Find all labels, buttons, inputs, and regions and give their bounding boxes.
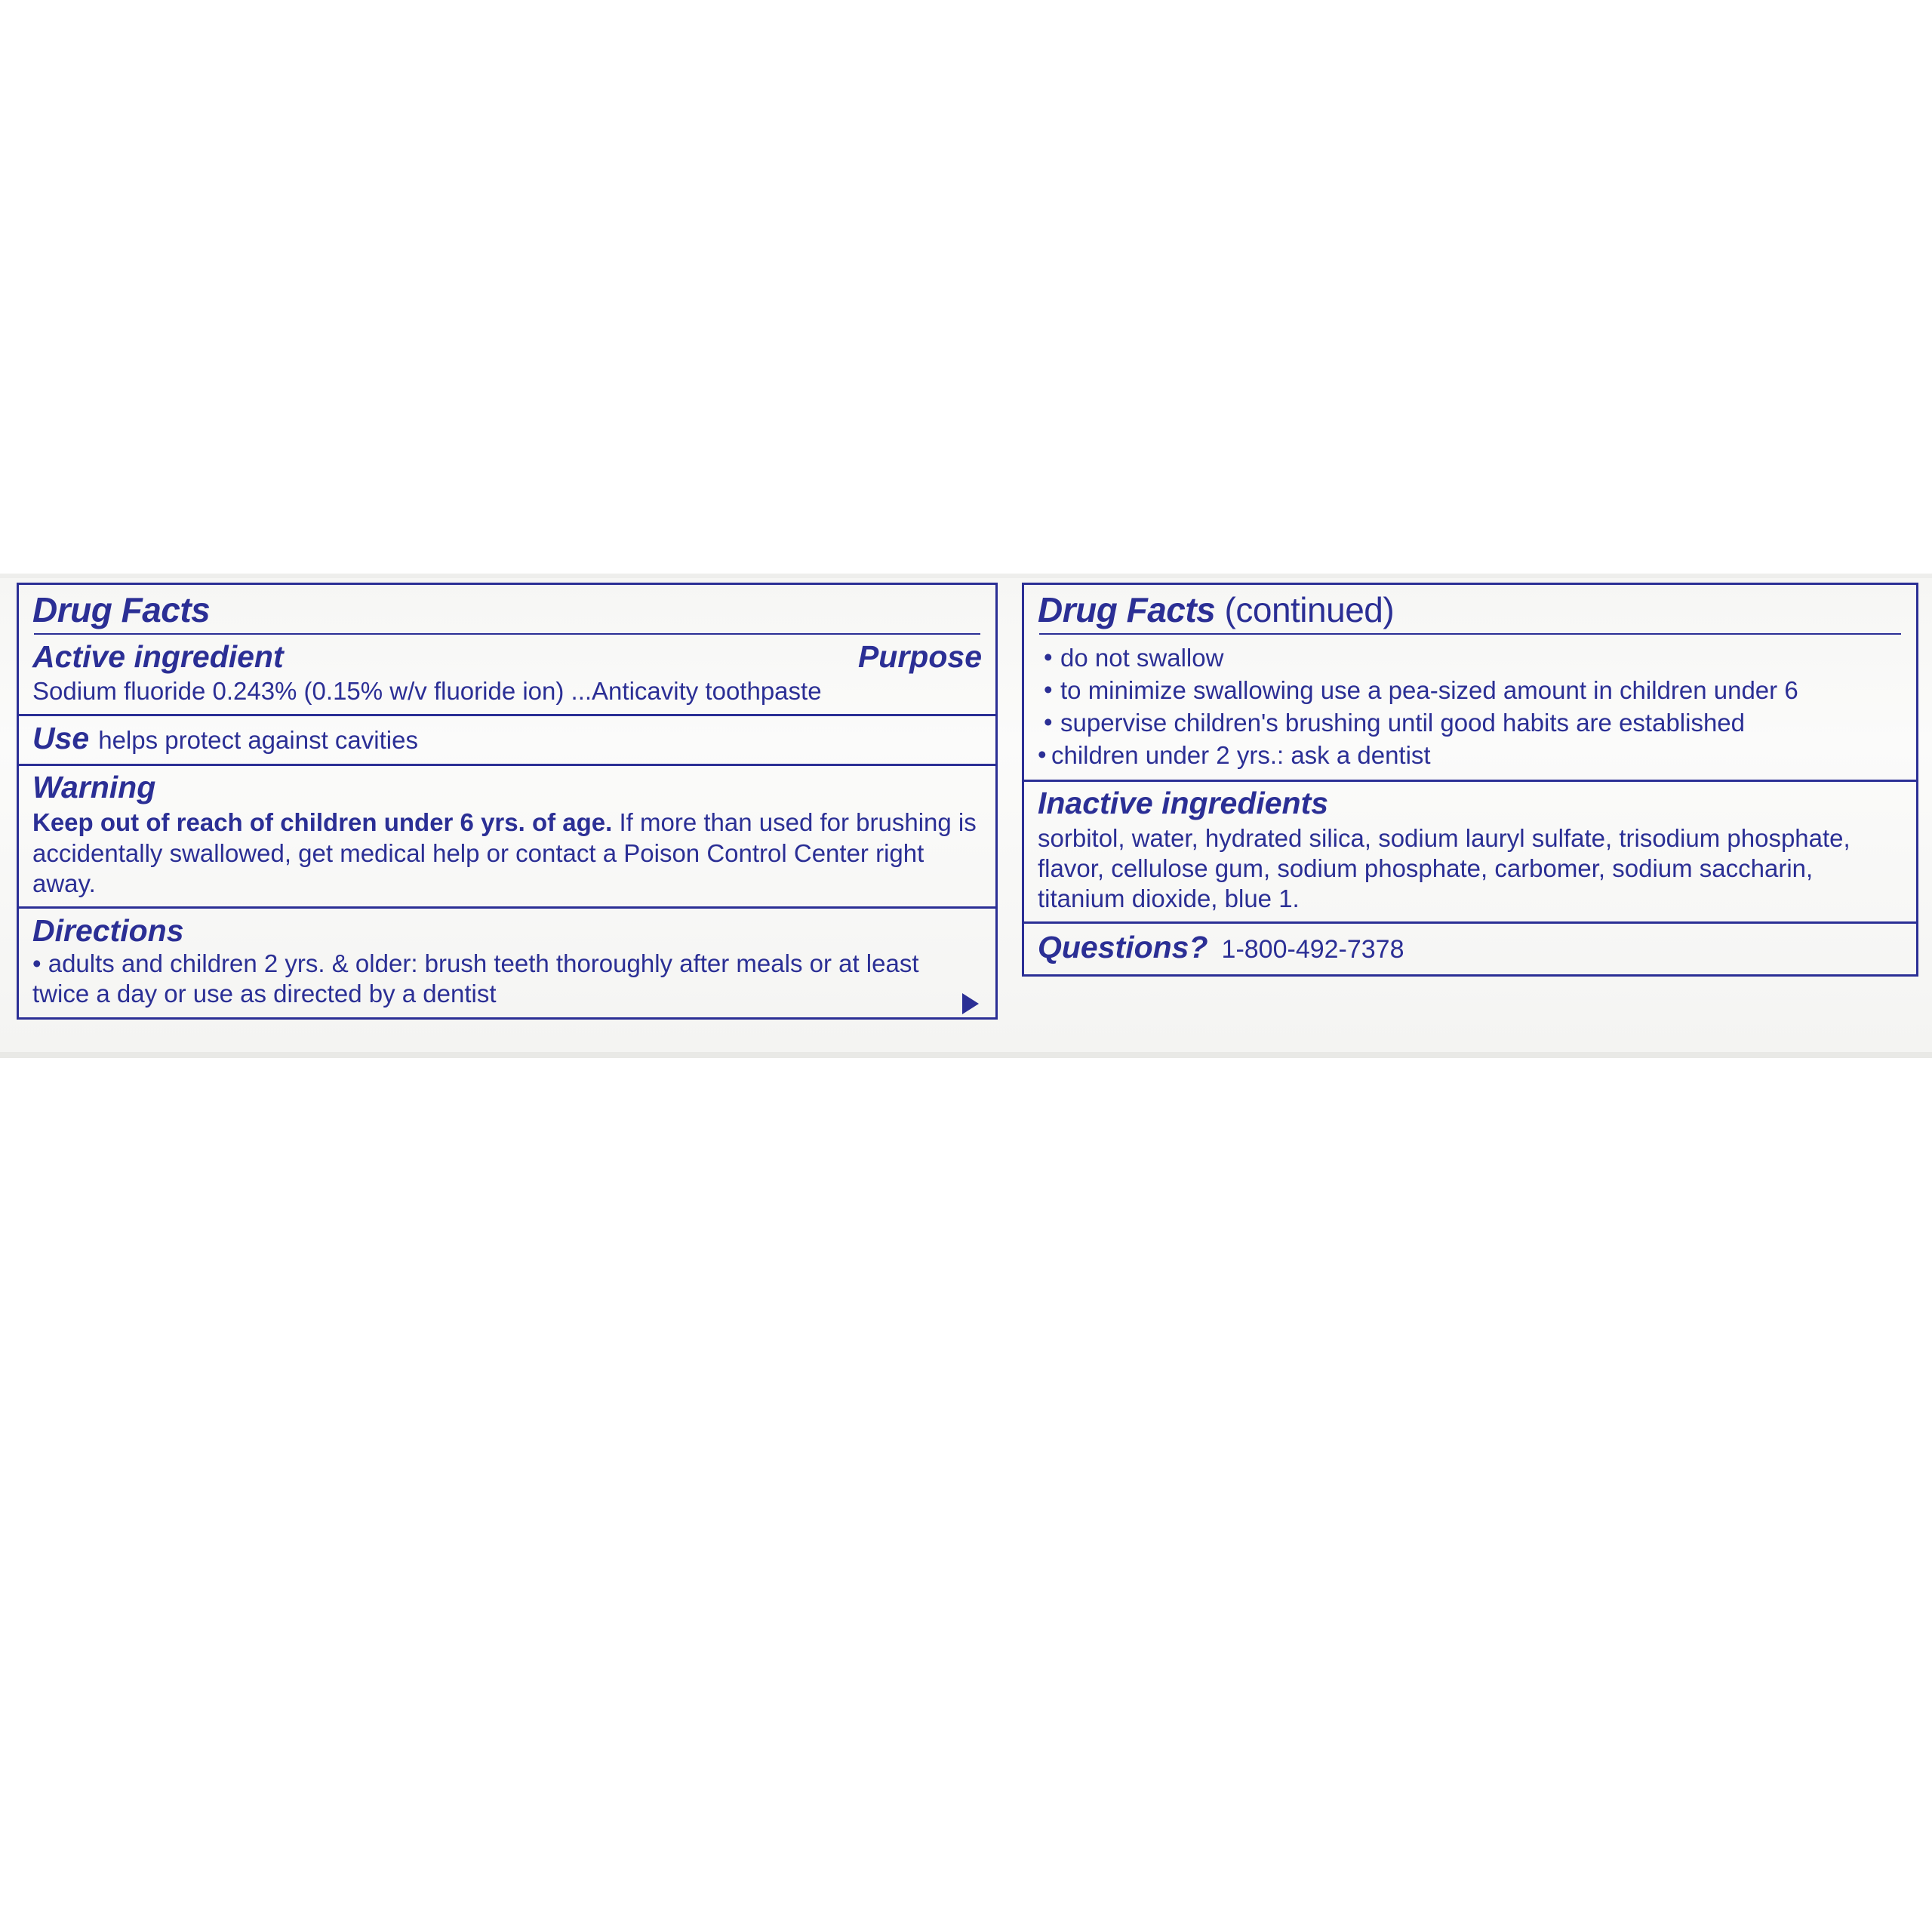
list-item: • children under 2 yrs.: ask a dentist bbox=[1038, 740, 1903, 772]
directions-text: • adults and children 2 yrs. & older: brush teeth thoroughly after meals or at least twice a day or use as directed by a dentist bbox=[32, 949, 919, 1008]
warning-strong-text: Keep out of reach of children under 6 yrs. of age. bbox=[32, 808, 613, 837]
questions-section bbox=[1024, 924, 1916, 974]
use-heading: Use bbox=[32, 721, 90, 756]
active-ingredient-text: Sodium fluoride 0.243% (0.15% w/v fluoride ion) ...Anticavity toothpaste bbox=[32, 677, 822, 706]
active-ingredient-section bbox=[19, 635, 995, 716]
warning-heading: Warning bbox=[32, 770, 156, 805]
inactive-ingredients-heading: Inactive ingredients bbox=[1038, 785, 1329, 820]
drug-facts-panels bbox=[17, 583, 1918, 1020]
list-item: • to minimize swallowing use a pea-sized amount in children under 6 bbox=[1038, 675, 1903, 707]
questions-heading: Questions? bbox=[1038, 930, 1208, 965]
drug-facts-continued-title bbox=[1024, 585, 1916, 629]
questions-phone-number[interactable]: 1-800-492-7378 bbox=[1221, 935, 1404, 964]
list-item: • supervise children's brushing until good habits are established bbox=[1038, 707, 1903, 740]
warning-section bbox=[19, 766, 995, 909]
triangle-right-icon bbox=[962, 993, 979, 1014]
purpose-heading: Purpose bbox=[857, 639, 982, 674]
warning-bullets-section bbox=[1024, 635, 1916, 782]
directions-section bbox=[19, 909, 995, 1017]
use-line bbox=[32, 721, 982, 756]
drug-facts-continued-title-main: Drug Facts bbox=[1038, 590, 1216, 629]
directions-line bbox=[32, 913, 982, 1010]
left-panel-title-block bbox=[19, 585, 995, 635]
drug-facts-right-panel bbox=[1022, 583, 1918, 977]
drug-facts-continued-suffix: (continued) bbox=[1224, 590, 1395, 629]
list-item: • do not swallow bbox=[1038, 642, 1903, 675]
warning-bullet-list bbox=[1038, 642, 1903, 772]
label-bottom-edge bbox=[0, 1052, 1932, 1058]
label-top-edge bbox=[0, 574, 1932, 578]
warning-text bbox=[32, 808, 982, 899]
active-ingredient-heading: Active ingredient bbox=[32, 639, 284, 674]
drug-facts-title: Drug Facts bbox=[32, 590, 211, 629]
warning-rest-text: If more than used for brushing is accidentally swallowed, get medical help or contact a Poison Control Center right away. bbox=[32, 808, 977, 897]
inactive-ingredients-text: sorbitol, water, hydrated silica, sodium lauryl sulfate, trisodium phosphate, flavor, cellulose gum, sodium phosphate, carbomer, sodium saccharin, titanium dioxide, blue 1. bbox=[1038, 823, 1850, 913]
active-ingredient-header-line bbox=[32, 641, 982, 673]
directions-heading: Directions bbox=[32, 913, 184, 949]
right-panel-title-block bbox=[1024, 585, 1916, 635]
drug-facts-left-panel bbox=[17, 583, 998, 1020]
use-section bbox=[19, 716, 995, 766]
inactive-ingredients-section bbox=[1024, 782, 1916, 924]
use-text: helps protect against cavities bbox=[98, 726, 418, 755]
